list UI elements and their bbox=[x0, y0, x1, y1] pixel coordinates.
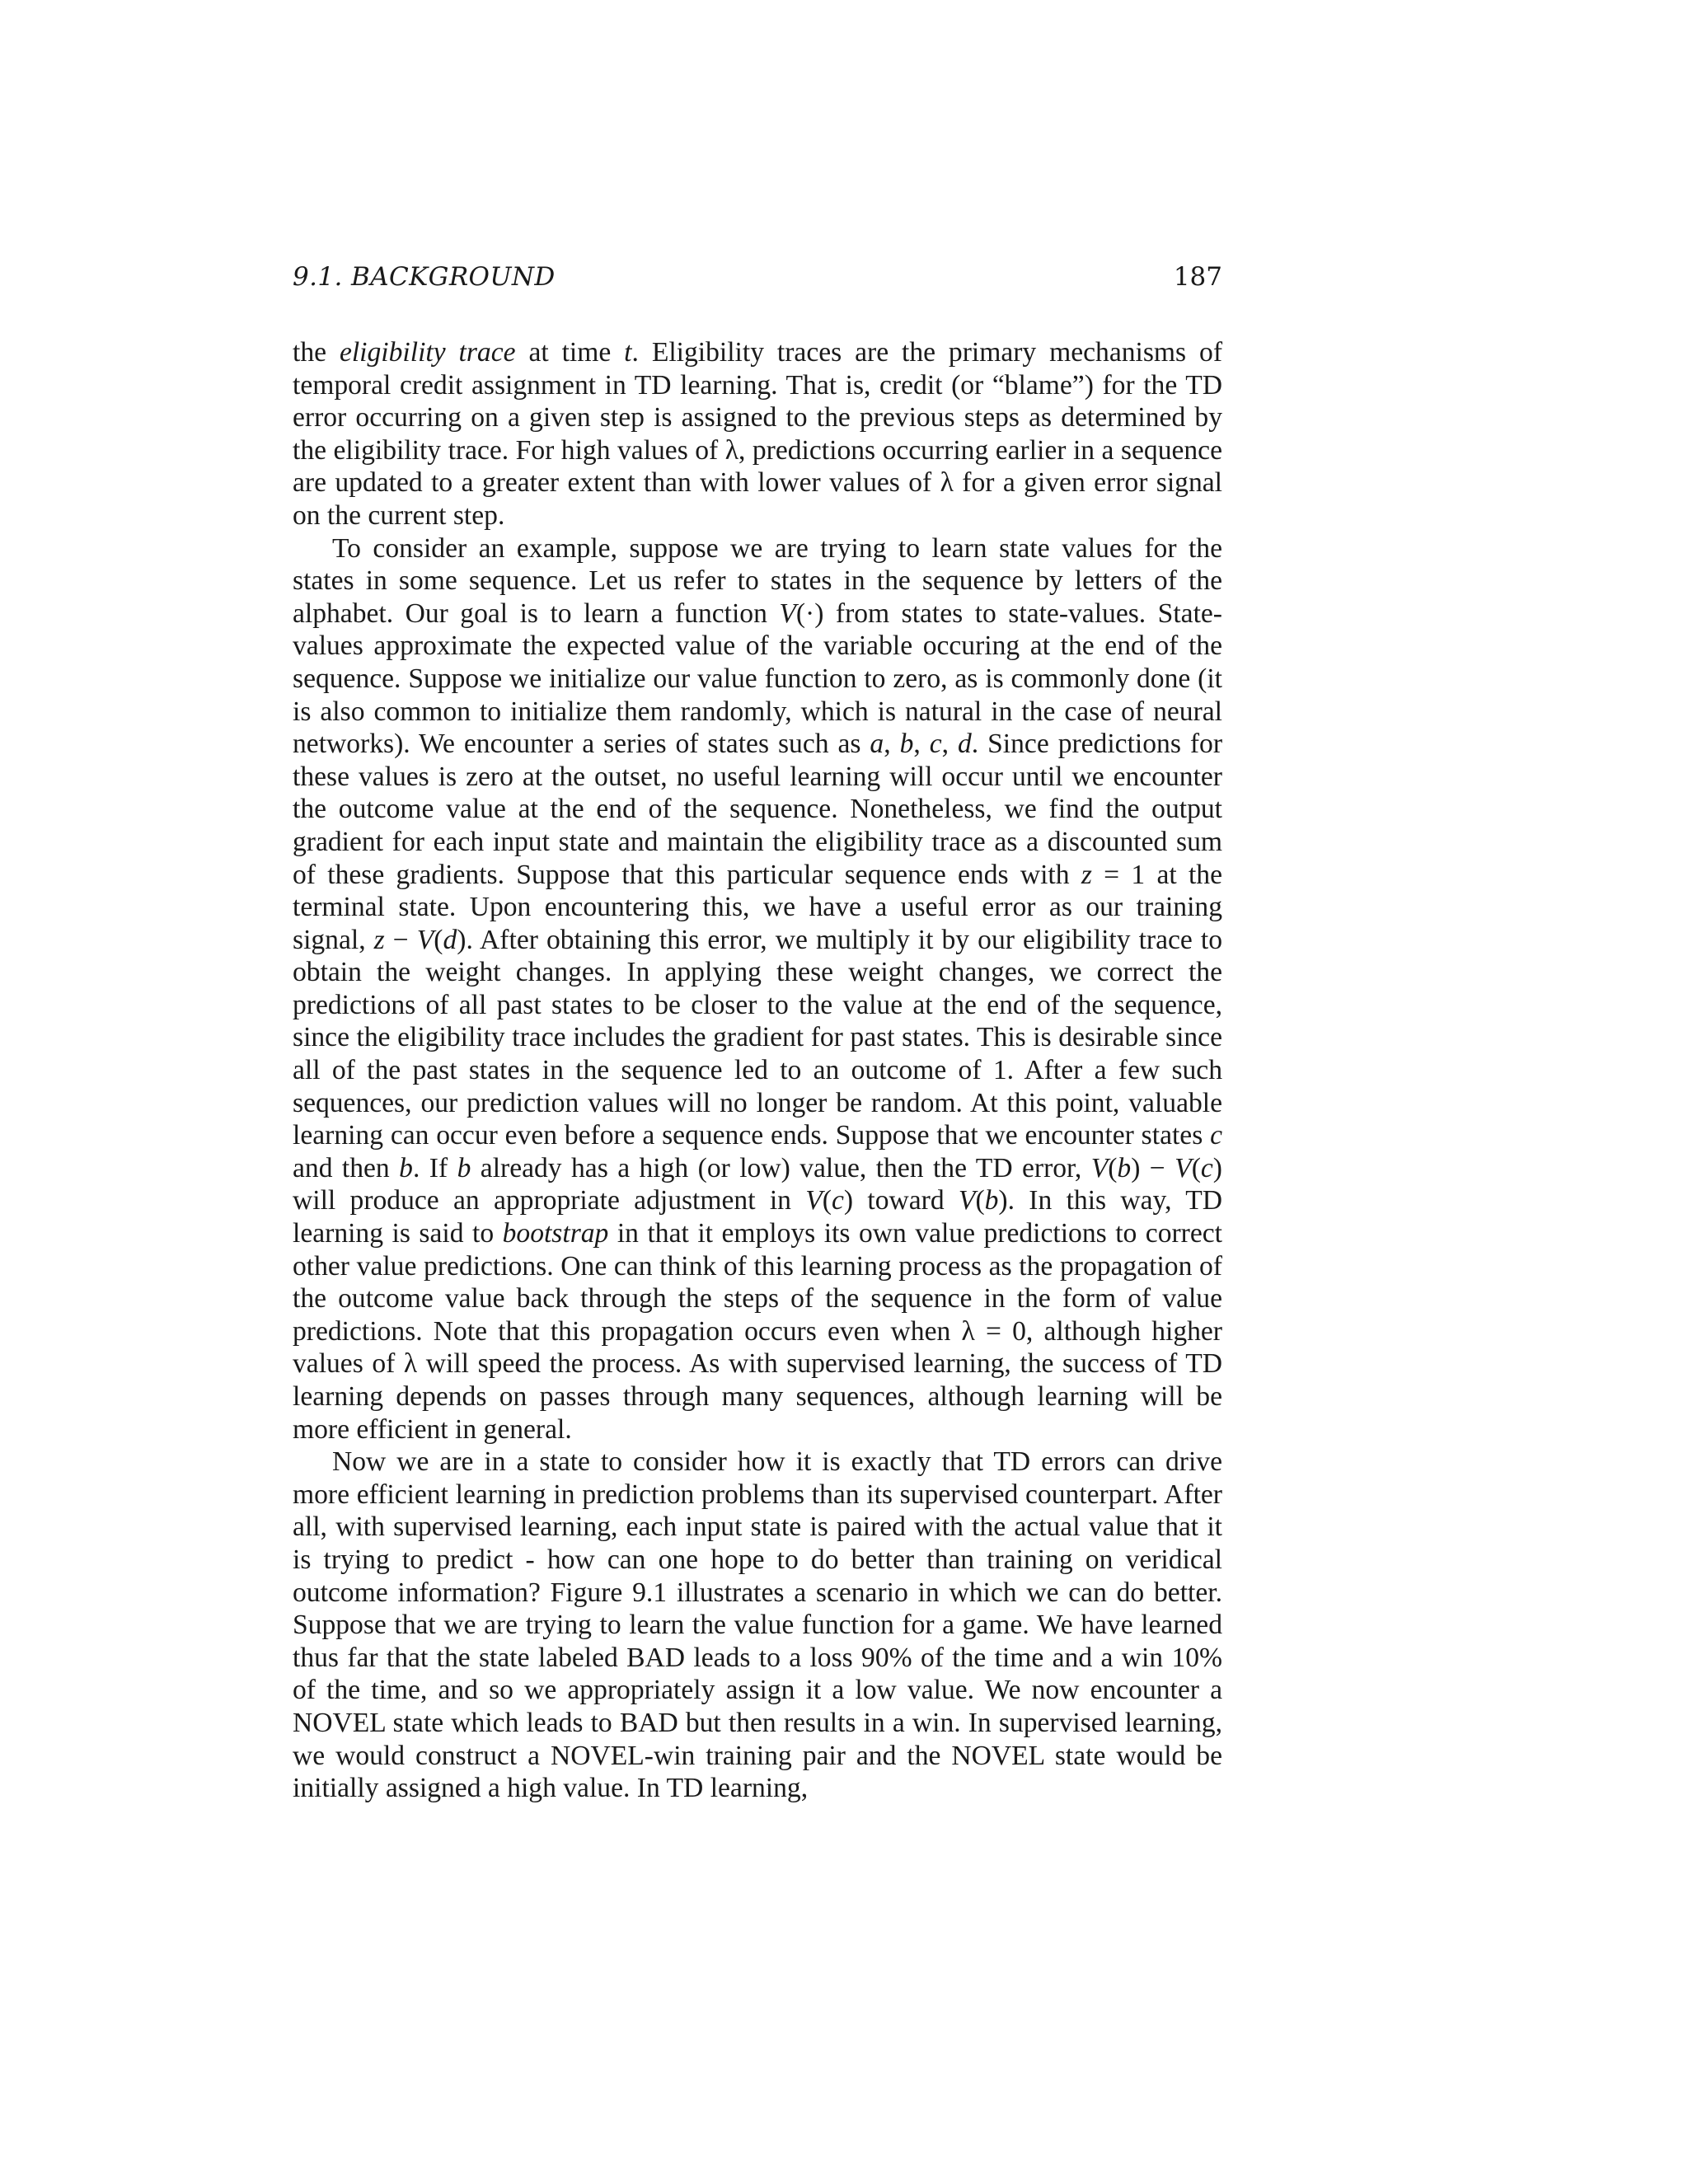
section-title: 9.1. BACKGROUND bbox=[293, 262, 556, 292]
paragraph-2: To consider an example, suppose we are trying to learn state values for the states in some sequence. Let us refer to states in the sequence by letters of the alphabet. Our goal is to learn a function V(·) from states to state-values. State-values approximate the expected value of the variable occuring at the end of the sequence. Suppose we initialize our value function to zero, as is commonly done (it is also common to initialize them randomly, which is natural in the case of neural networks). We encounter a series of states such as a, b, c, d. Since predictions for these values is zero at the outset, no useful learning will occur until we encounter the outcome value at the end of the sequence. Nonetheless, we find the output gradient for each input state and maintain the eligibility trace as a discounted sum of these gradients. Suppose that this particular sequence ends with z = 1 at the terminal state. Upon encountering this, we have a useful error as our training signal, z − V(d). After obtaining this error, we multiply it by our eligibility trace to obtain the weight changes. In applying these weight changes, we correct the predictions of all past states to be closer to the value at the end of the sequence, since the eligibility trace includes the gradient for past states. This is desirable since all of the past states in the sequence led to an outcome of 1. After a few such sequences, our prediction values will no longer be random. At this point, valuable learning can occur even before a sequence ends. Suppose that we encounter states c and then b. If b already has a high (or low) value, then the TD error, V(b) − V(c) will produce an appropriate adjustment in V(c) toward V(b). In this way, TD learning is said to bootstrap in that it employs its own value predictions to correct other value predictions. One can think of this learning process as the propagation of the outcome value back through the steps of the sequence in the form of value predictions. Note that this propagation occurs even when λ = 0, although higher values of λ will speed the process. As with supervised learning, the success of TD learning depends on passes through many sequences, although learning will be more efficient in general. bbox=[293, 532, 1223, 1445]
body-text bbox=[293, 336, 1222, 1805]
page-number: 187 bbox=[1173, 262, 1222, 292]
paragraph-3: Now we are in a state to consider how it is exactly that TD errors can drive more efficient learning in prediction problems than its supervised counterpart. After all, with supervised learning, each input state is paired with the actual value that it is trying to predict - how can one hope to do better than training on veridical outcome information? Figure 9.1 illustrates a scenario in which we can do better. Suppose that we are trying to learn the value function for a game. We have learned thus far that the state labeled BAD leads to a loss 90% of the time and a win 10% of the time, and so we appropriately assign it a low value. We now encounter a NOVEL state which leads to BAD but then results in a win. In supervised learning, we would construct a NOVEL-win training pair and the NOVEL state would be initially assigned a high value. In TD learning, bbox=[293, 1446, 1222, 1804]
paragraph-1: the eligibility trace at time t. Eligibility traces are the primary mechanisms of temporal credit assignment in TD learning. That is, credit (or “blame”) for the TD error occurring on a given step is assigned to the previous steps as determined by the eligibility trace. For high values of λ, predictions occurring earlier in a sequence are updated to a greater extent than with lower values of λ for a given error signal on the current step. bbox=[293, 337, 1222, 531]
running-header bbox=[293, 262, 1222, 303]
book-page bbox=[293, 262, 1222, 1805]
